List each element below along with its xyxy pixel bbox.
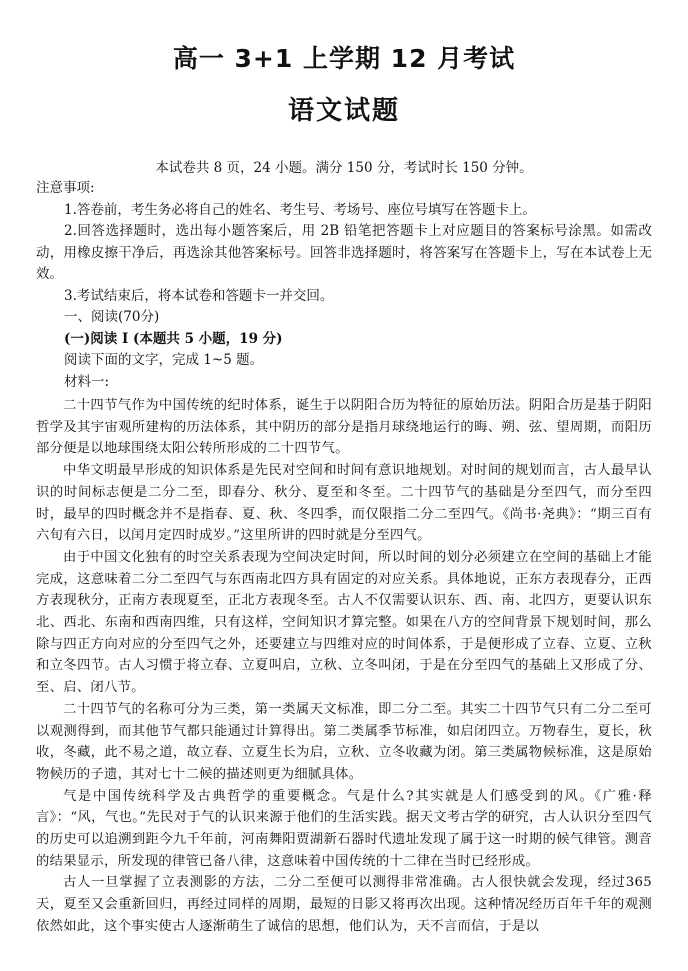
notice-heading: 注意事项: bbox=[36, 180, 95, 196]
passage-paragraph-6: 古人一旦掌握了立表测影的方法，二分二至便可以测得非常准确。古人很快就会发现，经过365 天，夏至又会重新回归，再经过同样的周期，最短的日影又将再次出现。这种情况经历百年千年的观测依然如此，这个事实使古人逐渐萌生了诚信的思想，他们认为，天不言而信，于是以 bbox=[36, 875, 652, 934]
section-heading: 一、阅读(70分) bbox=[64, 309, 160, 325]
exam-subject-title: 语文试题 bbox=[287, 96, 400, 126]
passage-paragraph-5: 气是中国传统科学及古典哲学的重要概念。气是什么?其实就是人们感受到的风。《广雅·释言》：“风，气也。”先民对于气的认识来源于他们的生活实践。据天文考古学的研究，古人认识分至四气的历史可以追溯到距今九千年前，河南舞阳贾湖新石器时代遗址发现了属于这一时期的候气律管。测音的结果显示，所发现的律管已备八律，这意味着中国传统的十二律在当时已经形成。 bbox=[36, 788, 652, 869]
notice-item-2: 2.回答选择题时，选出每小题答案后，用 2B 铅笔把答题卡上对应题目的答案标号涂黑。如需改动，用橡皮擦干净后，再选涂其他答案标号。回答非选择题时，将答案写在答题卡上，写在本试卷上无效。 bbox=[36, 223, 652, 282]
passage bbox=[36, 395, 652, 938]
exam-title: 高一 3+1 上学期 12 月考试 bbox=[172, 44, 516, 73]
material-label: 材料一: bbox=[64, 373, 110, 390]
notice-item-3: 3.考试结束后，将本试卷和答题卡一并交回。 bbox=[64, 287, 334, 304]
subsection-heading: (一)阅读 I (本题共 5 小题，19 分) bbox=[64, 330, 283, 347]
passage-paragraph-4: 二十四节气的名称可分为三类，第一类属天文标准，即二分二至。其实二十四节气只有二分二至可以观测得到，而其他节气都只能通过计算得出。第二类属季节标准，如启闭四立。万物春生，夏长，秋收，冬藏，此不易之道，故立春、立夏生长为启，立秋、立冬收藏为闭。第三类属物候标准，这是原始物候历的子遗，其对七十二候的描述则更为细腻具体。 bbox=[36, 701, 652, 782]
passage-paragraph-3: 由于中国文化独有的时空关系表现为空间决定时间，所以时间的划分必须建立在空间的基础上才能完成，这意味着二分二至四气与东西南北四方具有固定的对应关系。具体地说，正东方表现春分，正西方表现秋分，正南方表现夏至，正北方表现冬至。古人不仅需要认识东、西、南、北四方，更要认识东北、西北、东南和西南四维，只有这样，空间知识才算完整。如果在八方的空间背景下规划时间，那么除与四正方向对应的分至四气之外，还要建立与四维对应的时间体系，于是便形成了立春、立夏、立秋和立冬四节。古人习惯于将立春、立夏叫启，立秋、立冬叫闭，于是在分至四气的基础上又形成了分、至、启、闭八节。 bbox=[36, 549, 652, 696]
reading-instruction: 阅读下面的文字，完成 1~5 题。 bbox=[64, 352, 264, 368]
passage-paragraph-1: 二十四节气作为中国传统的纪时体系，诞生于以阴阳合历为特征的原始历法。阴阳合历是基于阴阳哲学及其宇宙观所建构的历法体系，其中阴历的部分是指月球绕地运行的晦、朔、弦、望周期，而阳历部分便是以地球围绕太阳公转所形成的二十四节气。 bbox=[36, 398, 652, 457]
exam-info: 本试卷共 8 页，24 小题。满分 150 分，考试时长 150 分钟。 bbox=[155, 160, 533, 176]
notice-item-1: 1.答卷前，考生务必将自己的姓名、考生号、考场号、座位号填写在答题卡上。 bbox=[64, 201, 536, 218]
passage-paragraph-2: 中华文明最早形成的知识体系是先民对空间和时间有意识地规划。对时间的规划而言，古人最早认识的时间标志便是二分二至，即春分、秋分、夏至和冬至。二十四节气的基础是分至四气，而分至四时，最早的四时概念并不是指春、夏、秋、冬四季，而仅限指二分二至四气。《尚书·尧典》：“期三百有六旬有六日，以闰月定四时成岁。”这里所讲的四时就是分至四气。 bbox=[36, 463, 652, 544]
